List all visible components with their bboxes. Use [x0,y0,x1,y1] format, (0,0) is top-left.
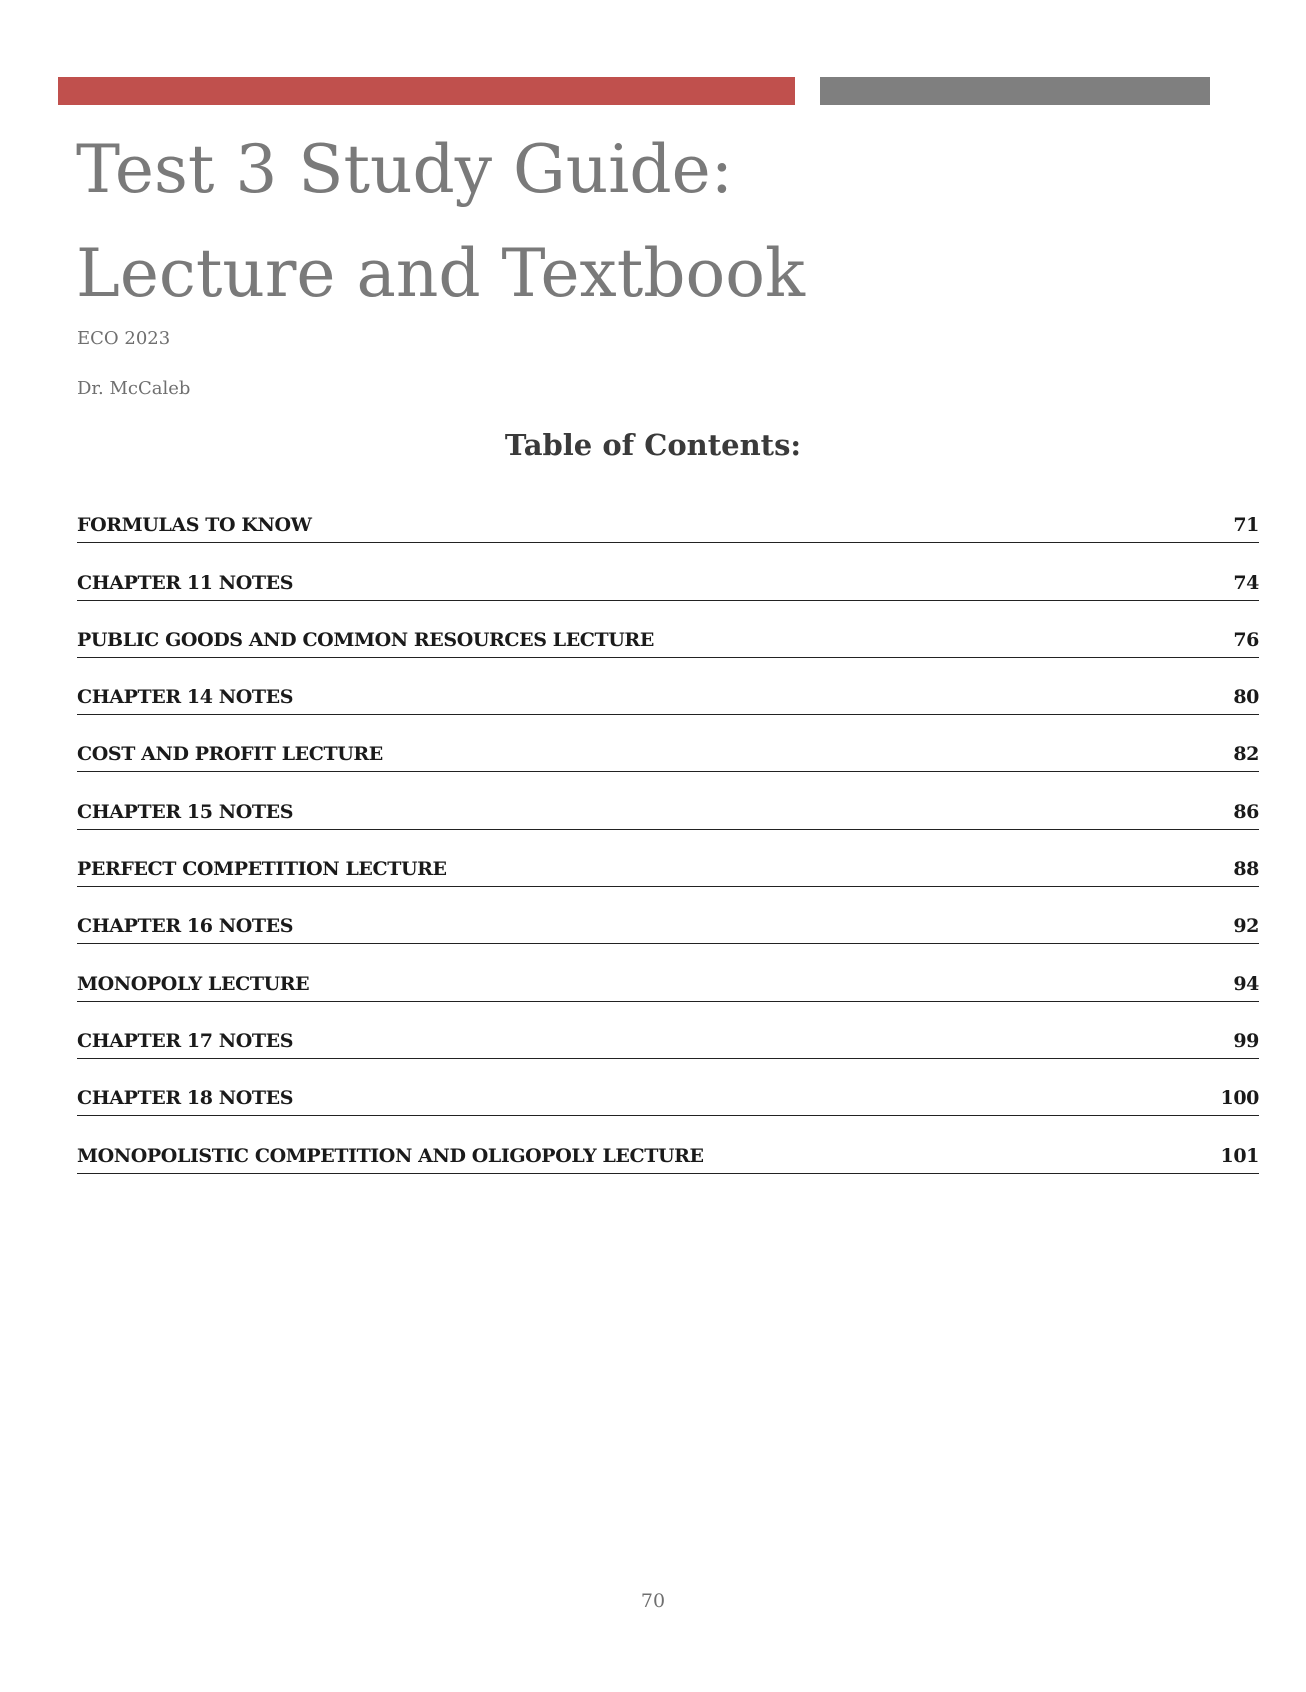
header-accent-bar-red [58,77,795,105]
instructor-name: Dr. McCaleb [77,378,191,399]
toc-entry-label: CHAPTER 14 NOTES [77,686,293,715]
toc-entry-page: 74 [1233,572,1259,601]
toc-entry[interactable] [77,601,1259,658]
toc-leader-line [293,1114,1220,1116]
toc-heading: Table of Contents: [504,428,802,462]
title-line-2: Lecture and Textbook [76,235,805,312]
toc-entry-page: 94 [1233,973,1259,1002]
toc-entry[interactable] [77,1059,1259,1116]
toc-entry-page: 80 [1233,686,1259,715]
toc-entry-page: 101 [1221,1145,1259,1174]
toc-entry-page: 88 [1233,858,1259,887]
toc-entry-label: CHAPTER 11 NOTES [77,572,293,601]
document-title [76,118,805,326]
header-accent-bar-gray [820,77,1210,105]
toc-entry[interactable] [77,1116,1259,1173]
toc-leader-line [654,656,1233,658]
title-line-1: Test 3 Study Guide: [76,131,733,208]
toc-entry[interactable] [77,944,1259,1001]
toc-entry-label: MONOPOLISTIC COMPETITION AND OLIGOPOLY LECTURE [77,1145,704,1174]
toc-leader-line [293,828,1233,830]
toc-entry[interactable] [77,772,1259,829]
toc-entry-label: FORMULAS TO KNOW [77,514,312,543]
toc-entry-page: 100 [1221,1087,1259,1116]
toc-entry-label: PERFECT COMPETITION LECTURE [77,858,447,887]
toc-leader-line [447,885,1234,887]
toc-entry-page: 92 [1233,915,1259,944]
toc-entry-label: CHAPTER 18 NOTES [77,1087,293,1116]
toc-entry[interactable] [77,830,1259,887]
toc-leader-line [309,1000,1233,1002]
toc-entry[interactable] [77,658,1259,715]
toc-entry-label: CHAPTER 16 NOTES [77,915,293,944]
toc-leader-line [293,942,1233,944]
toc-entry[interactable] [77,887,1259,944]
toc-entry-page: 86 [1233,801,1259,830]
toc-leader-line [293,599,1233,601]
toc-entry-label: COST AND PROFIT LECTURE [77,743,383,772]
toc-entry[interactable] [77,1002,1259,1059]
toc-leader-line [293,713,1233,715]
toc-entry-label: CHAPTER 17 NOTES [77,1030,293,1059]
toc-entry-page: 82 [1233,743,1259,772]
toc-entry-label: PUBLIC GOODS AND COMMON RESOURCES LECTURE [77,629,654,658]
toc-entry-page: 76 [1233,629,1259,658]
toc-leader-line [704,1172,1221,1174]
toc-entry[interactable] [77,486,1259,543]
page-number: 70 [640,1590,666,1612]
toc-leader-line [383,770,1234,772]
toc-entry[interactable] [77,715,1259,772]
course-code: ECO 2023 [77,328,171,349]
toc-leader-line [293,1057,1233,1059]
toc-entry-label: MONOPOLY LECTURE [77,973,309,1002]
toc-entry-page: 99 [1233,1030,1259,1059]
table-of-contents [77,486,1259,1174]
toc-leader-line [312,541,1234,543]
toc-entry-label: CHAPTER 15 NOTES [77,801,293,830]
toc-entry[interactable] [77,543,1259,600]
toc-entry-page: 71 [1233,514,1259,543]
